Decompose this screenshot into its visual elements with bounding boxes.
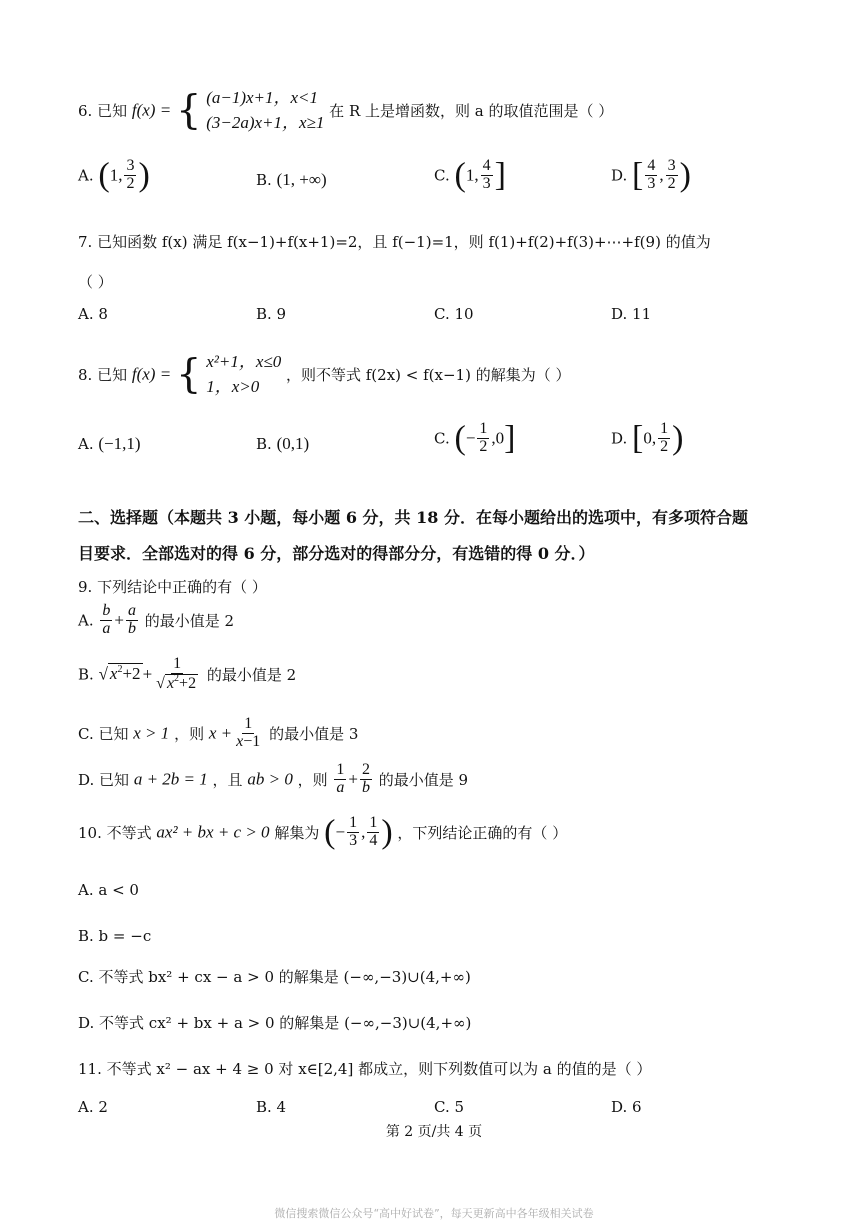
q6-option-a[interactable]: A. (1, $\frac{3}{2}$ ) [78, 156, 150, 194]
q7-option-a[interactable]: A. 8 [78, 305, 108, 323]
q8-brace: { [175, 351, 202, 398]
q6-prefix: 6. 已知 [78, 102, 128, 121]
q11-option-d[interactable]: D. 6 [611, 1098, 642, 1116]
q9-option-a[interactable]: A. $\frac{b}{a}$ + $\frac{a}{b}$ 的最小值是 2 [78, 602, 235, 637]
q8-case1: x²+1，x≤0 [206, 352, 282, 371]
q9-option-d[interactable]: D. 已知 a + 2b = 1 ，且 ab > 0 ，则 $\frac{1}{a}$ + $\frac{2}{b}$ 的最小值是 9 [78, 761, 469, 796]
q10-option-d[interactable]: D. 不等式 cx² + bx + a > 0 的解集是 (−∞,−3)∪(4,+∞) [78, 1014, 472, 1032]
q11-option-b[interactable]: B. 4 [256, 1098, 287, 1116]
q9-option-b[interactable]: B. √ $x^2+2$ + $\frac{1}{√ x^2+2}$ 的最小值是 2 [78, 655, 297, 692]
q11-option-c[interactable]: C. 5 [434, 1098, 465, 1116]
watermark-text: 微信搜索微信公众号“高中好试卷”，每天更新高中各年级相关试卷 [274, 1207, 594, 1220]
q7-option-c[interactable]: C. 10 [434, 305, 474, 323]
q10-stem: 10. 不等式 ax² + bx + c > 0 解集为 (− $\frac{1}{3}$ , $\frac{1}{4}$ ) ，下列结论正确的有（ ） [78, 813, 568, 851]
q9-option-c[interactable]: C. 已知 x > 1 ，则 x + $\frac{1}{x-1}$ 的最小值是 3 [78, 715, 359, 750]
q6-fx: f(x) = [131, 100, 172, 120]
q6-option-b[interactable]: B. (1, +∞) [256, 170, 327, 189]
q6-option-c[interactable]: C. (1, $\frac{4}{3}$ ] [434, 156, 506, 194]
q11-option-a[interactable]: A. 2 [78, 1098, 108, 1116]
q8-option-c[interactable]: C. (− $\frac{1}{2}$ ,0] [434, 419, 516, 457]
section-2-title: 二、选择题（本题共 3 小题，每小题 6 分，共 18 分．在每小题给出的选项中，有多项符合题 [78, 508, 748, 527]
q6-case2: (3−2a)x+1，x≥1 [206, 112, 325, 132]
q8-stem: 8. 已知 f(x) = { x²+1，x≤0 1，x>0 ，则不等式 f(2x) < f(x−1) 的解集为（ ） [78, 351, 571, 398]
q10-option-c[interactable]: C. 不等式 bx² + cx − a > 0 的解集是 (−∞,−3)∪(4,+∞) [78, 968, 471, 986]
q7-stem: 7. 已知函数 f(x) 满足 f(x−1)+f(x+1)=2，且 f(−1)=1，则 f(1)+f(2)+f(3)+⋯+f(9) 的值为 [78, 233, 711, 251]
q6-suffix: 在 R 上是增函数，则 a 的取值范围是（ ） [329, 102, 614, 121]
q8-option-b[interactable]: B. (0,1) [256, 434, 310, 453]
q9-stem: 9. 下列结论中正确的有（ ） [78, 578, 267, 596]
q7-paren: （ ） [78, 273, 113, 291]
q6-option-d[interactable]: D. [ $\frac{4}{3}$ , $\frac{3}{2}$ ) [611, 156, 691, 194]
q6-cases [206, 86, 324, 135]
q8-cases [206, 350, 281, 399]
q8-option-a[interactable]: A. (−1,1) [78, 434, 141, 453]
q6-a-frac: $\frac{3}{2}$ [126, 157, 135, 192]
section-2-title-line2: 目要求．全部选对的得 6 分，部分选对的得部分分，有选错的得 0 分．） [78, 544, 595, 563]
q7-option-d[interactable]: D. 11 [611, 305, 652, 323]
q7-option-b[interactable]: B. 9 [256, 305, 287, 323]
q6-brace: { [175, 87, 202, 134]
q11-stem: 11. 不等式 x² − ax + 4 ≥ 0 对 x∈[2,4] 都成立，则下列数值可以为 a 的值的是（ ） [78, 1060, 652, 1078]
q6-stem [78, 86, 613, 135]
q8-case2: 1，x>0 [206, 376, 260, 396]
q10-option-a[interactable]: A. a < 0 [78, 881, 139, 899]
q10-option-b[interactable]: B. b = −c [78, 927, 152, 945]
q6-case1: (a−1)x+1，x<1 [206, 88, 319, 107]
page-number: 第 2 页/共 4 页 [385, 1124, 483, 1140]
q8-option-d[interactable]: D. [0, $\frac{1}{2}$ ) [611, 419, 684, 457]
